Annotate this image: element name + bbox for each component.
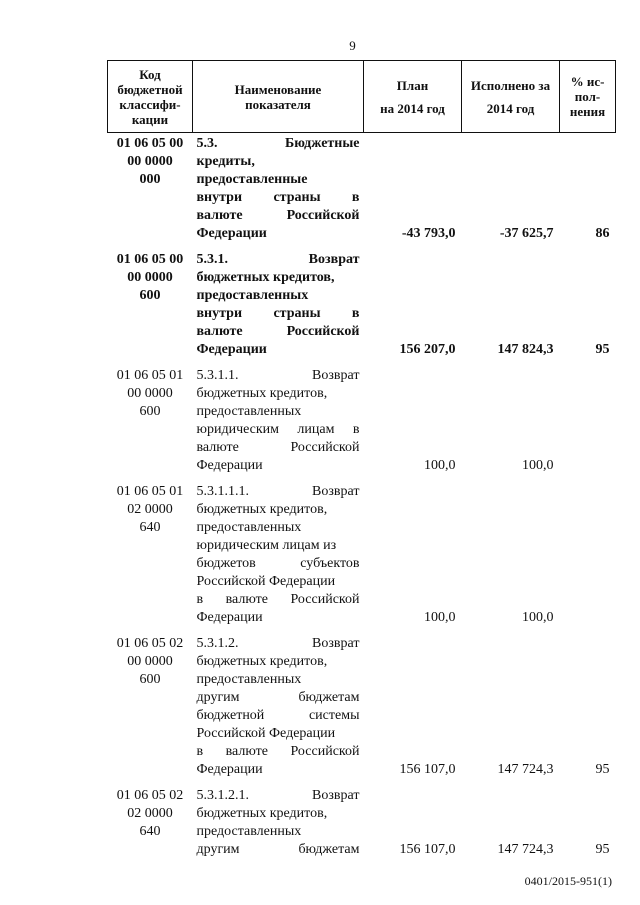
name-line: 5.3.1. Возврат [196, 252, 360, 267]
name-line: предоставленных [196, 520, 302, 535]
name-line: другим бюджетам [196, 842, 360, 857]
code-line: 01 06 05 00 [116, 252, 184, 267]
code-line: 02 0000 [127, 806, 173, 821]
code-cell [108, 365, 193, 481]
header-plan [364, 61, 462, 133]
name-cell [193, 633, 364, 785]
header-name-line: показателя [245, 96, 311, 112]
name-line: Федерации [196, 226, 267, 241]
header-name-line: Наименование [234, 81, 322, 97]
table-header-row [108, 61, 616, 133]
table-row [108, 785, 616, 865]
done-cell: -37 625,7 [499, 226, 554, 241]
code-cell [108, 133, 193, 250]
done-cell: 147 724,3 [497, 842, 554, 857]
code-line: 01 06 05 00 [116, 136, 184, 151]
name-line: бюджетных кредитов, [196, 270, 335, 285]
code-line: 02 0000 [127, 502, 173, 517]
header-code-line: Код [139, 66, 161, 82]
header-code-line: бюджетной [117, 81, 183, 97]
name-line: валюте Российской [196, 440, 360, 455]
plan-cell: 156 107,0 [399, 762, 456, 777]
name-line: Федерации [196, 458, 263, 473]
plan-cell: 156 107,0 [399, 842, 456, 857]
name-cell [193, 785, 364, 865]
pct-cell [560, 365, 616, 481]
name-line: бюджетных кредитов, [196, 806, 328, 821]
table-row [108, 249, 616, 365]
header-pct-line: % ис- [570, 74, 605, 89]
header-done-line: Исполнено за [470, 77, 551, 93]
header-plan-line: на 2014 год [380, 100, 445, 116]
header-name [193, 61, 364, 133]
name-line: бюджетной системы [196, 708, 360, 723]
pct-cell: 95 [595, 342, 610, 357]
name-line: предоставленных [196, 288, 309, 303]
code-line: 01 06 05 01 [116, 484, 184, 499]
code-line: 00 0000 [127, 154, 173, 169]
name-line: внутри страны в [196, 306, 360, 321]
name-line: валюте Российской [196, 208, 360, 223]
pct-cell [560, 481, 616, 633]
name-line: 5.3.1.1.1. Возврат [196, 484, 360, 499]
name-line: 5.3.1.2. Возврат [196, 636, 360, 651]
header-code-line: кации [131, 111, 169, 127]
code-cell [108, 785, 193, 865]
header-done-line: 2014 год [486, 100, 535, 116]
header-plan-line: План [396, 77, 429, 93]
name-line: Российской Федерации [196, 574, 336, 589]
name-line: юридическим лицам из [196, 538, 337, 553]
name-cell [193, 481, 364, 633]
name-line: валюте Российской [196, 324, 360, 339]
name-line: Федерации [196, 610, 263, 625]
pct-cell: 95 [595, 762, 610, 777]
done-cell: 100,0 [522, 458, 554, 473]
name-cell [193, 133, 364, 250]
code-line: 01 06 05 02 [116, 636, 184, 651]
budget-table [107, 60, 616, 865]
code-cell [108, 249, 193, 365]
name-line: Российской Федерации [196, 726, 336, 741]
plan-cell: -43 793,0 [401, 226, 456, 241]
document-reference: 0401/2015-951(1) [524, 874, 612, 888]
code-line: 640 [139, 824, 161, 839]
code-line: 00 0000 [127, 270, 173, 285]
header-pct [560, 61, 616, 133]
name-line: внутри страны в [196, 190, 360, 205]
plan-cell: 100,0 [424, 610, 456, 625]
name-line: 5.3.1.1. Возврат [196, 368, 360, 383]
table-row [108, 365, 616, 481]
done-cell: 147 824,3 [497, 342, 554, 357]
header-pct-line: пол- [574, 89, 601, 104]
table-row [108, 481, 616, 633]
plan-cell: 156 207,0 [399, 342, 456, 357]
code-line: 600 [139, 672, 161, 687]
code-line: 600 [139, 404, 161, 419]
name-line: 5.3.1.2.1. Возврат [196, 788, 360, 803]
name-line: кредиты, [196, 154, 255, 169]
name-cell [193, 249, 364, 365]
name-line: бюджетных кредитов, [196, 654, 328, 669]
pct-cell: 86 [595, 226, 610, 241]
code-line: 00 0000 [127, 654, 173, 669]
name-line: Федерации [196, 342, 267, 357]
code-line: 01 06 05 01 [116, 368, 184, 383]
code-line: 01 06 05 02 [116, 788, 184, 803]
code-cell [108, 481, 193, 633]
name-line: юридическим лицам в [196, 422, 360, 437]
name-line: Федерации [196, 762, 263, 777]
code-line: 640 [139, 520, 161, 535]
name-cell [193, 365, 364, 481]
name-line: в валюте Российской [196, 592, 360, 607]
name-line: бюджетных кредитов, [196, 386, 328, 401]
code-line: 600 [139, 288, 161, 303]
header-pct-line: нения [569, 104, 606, 119]
name-line: другим бюджетам [196, 690, 360, 705]
name-line: предоставленных [196, 672, 302, 687]
code-line: 00 0000 [127, 386, 173, 401]
name-line: предоставленных [196, 404, 302, 419]
table-row [108, 133, 616, 250]
name-line: в валюте Российской [196, 744, 360, 759]
done-cell: 147 724,3 [497, 762, 554, 777]
plan-cell: 100,0 [424, 458, 456, 473]
header-code-line: классифи- [119, 96, 181, 112]
code-line: 000 [139, 172, 161, 187]
code-cell [108, 633, 193, 785]
name-line: предоставленные [196, 172, 308, 187]
name-line: 5.3. Бюджетные [196, 136, 360, 151]
page-number: 9 [349, 38, 356, 53]
budget-table-wrapper [107, 60, 616, 865]
name-line: бюджетов субъектов [196, 556, 360, 571]
header-code [108, 61, 193, 133]
header-done [462, 61, 560, 133]
name-line: бюджетных кредитов, [196, 502, 328, 517]
table-row [108, 633, 616, 785]
done-cell: 100,0 [522, 610, 554, 625]
pct-cell: 95 [595, 842, 610, 857]
name-line: предоставленных [196, 824, 302, 839]
